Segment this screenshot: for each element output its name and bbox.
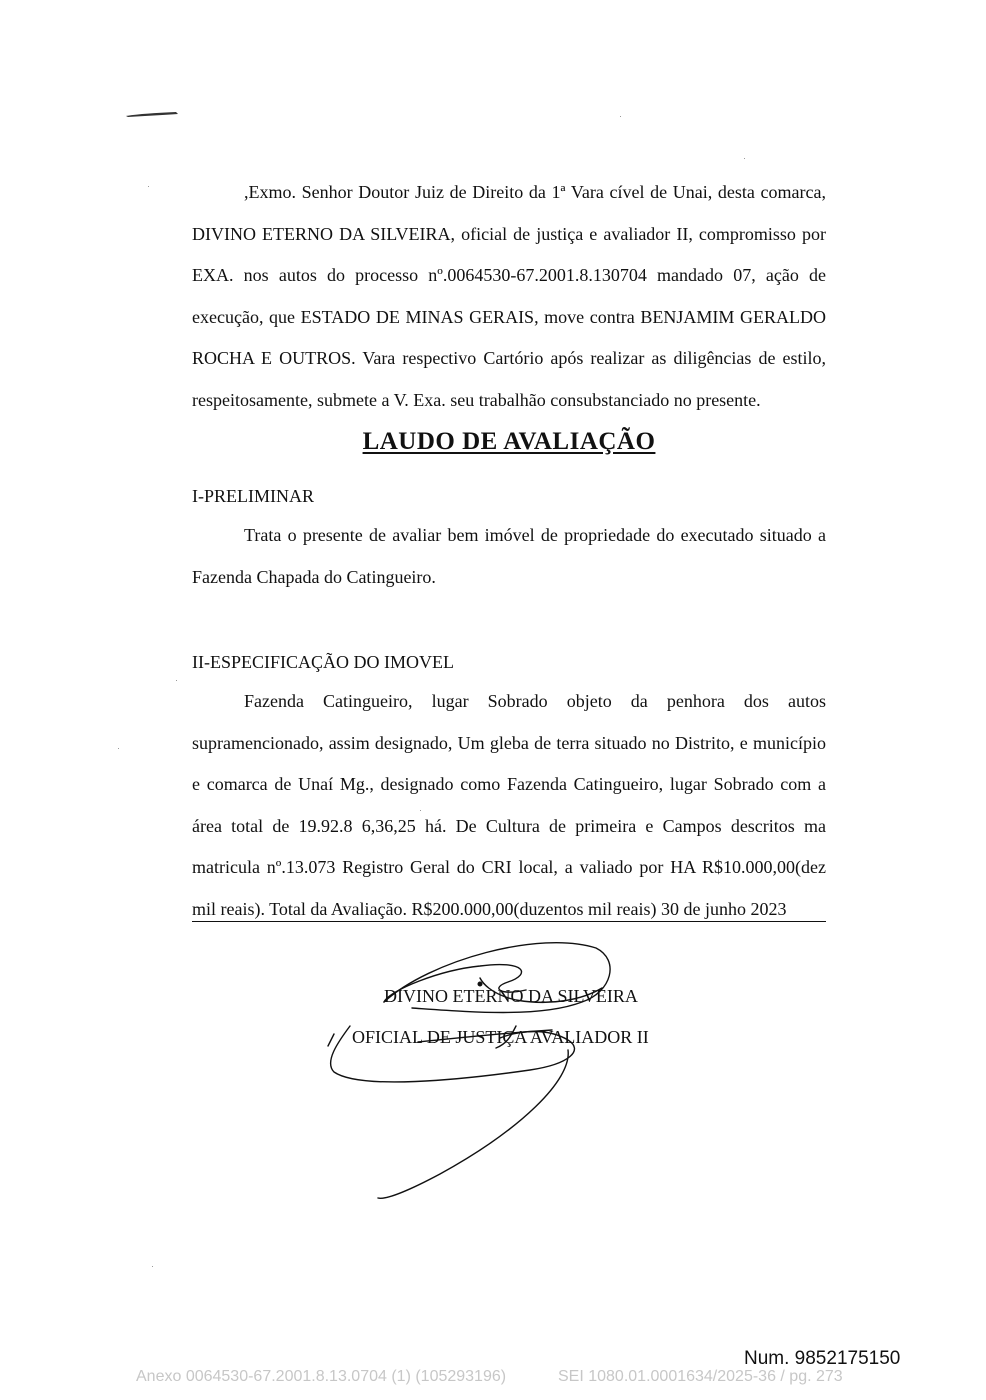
scan-speck xyxy=(744,158,745,159)
intro-paragraph: ,Exmo. Senhor Doutor Juiz de Direito da 1ª Vara cível de Unai, desta comarca, DIVINO ETERNO DA SILVEIRA, oficial de justiça e avaliador II, compromisso por EXA. nos autos do processo nº.0064530-67.2001.8.130704 mandado 07, ação de execução, que ESTADO DE MINAS GERAIS, move contra BENJAMIM GERALDO ROCHA E OUTROS. Vara respectivo Cartório após realizar as diligências de estilo, respeitosamente, submete a V. Exa. seu trabalhão consubstanciado no presente. xyxy=(192,182,826,410)
scan-speck xyxy=(176,680,177,681)
sei-page-reference: SEI 1080.01.0001634/2025-36 / pg. 273 xyxy=(558,1368,843,1385)
section-especificacao-paragraph: Fazenda Catingueiro, lugar Sobrado objeto da penhora dos autos supramencionado, assim designado, Um gleba de terra situado no Distrito, e município e comarca de Unaí Mg., designado como Fazenda Catingueiro, lugar Sobrado com a área total de 19.92.8 6,36,25 há. De Cultura de primeira e Campos descritos ma matricula nº.13.073 Registro Geral do CRI local, a valiado por HA R$10.000,00(dez mil reais). Total da Avaliação. R$200.000,00(duzentos mil reais) 30 de junho 2023 xyxy=(192,691,826,919)
scan-speck xyxy=(152,1266,153,1267)
section-preliminar-paragraph: Trata o presente de avaliar bem imóvel de propriedade do executado situado a Fazenda Chapada do Catingueiro. xyxy=(192,525,826,587)
handwritten-signature xyxy=(320,930,620,1210)
annex-reference: Anexo 0064530-67.2001.8.13.0704 (1) (105293196) xyxy=(136,1368,507,1385)
scan-mark xyxy=(124,108,184,120)
closing-underline xyxy=(192,921,826,922)
scan-speck xyxy=(148,186,149,187)
signer-name: DIVINO ETERNO DA SILVEIRA xyxy=(384,986,638,1006)
scan-speck xyxy=(620,116,621,117)
section-preliminar-block xyxy=(192,515,826,598)
document-title: LAUDO DE AVALIAÇÃO xyxy=(362,428,656,455)
section-heading-especificacao: II-ESPECIFICAÇÃO DO IMOVEL xyxy=(192,652,454,672)
scan-speck xyxy=(118,748,119,749)
section-heading-preliminar: I-PRELIMINAR xyxy=(192,486,314,506)
section-especificacao-block xyxy=(192,681,826,930)
document-number: Num. 9852175150 xyxy=(744,1348,901,1369)
signer-role: OFICIAL DE JUSTIÇA AVALIADOR II xyxy=(352,1027,649,1047)
intro-paragraph-block xyxy=(192,172,826,421)
